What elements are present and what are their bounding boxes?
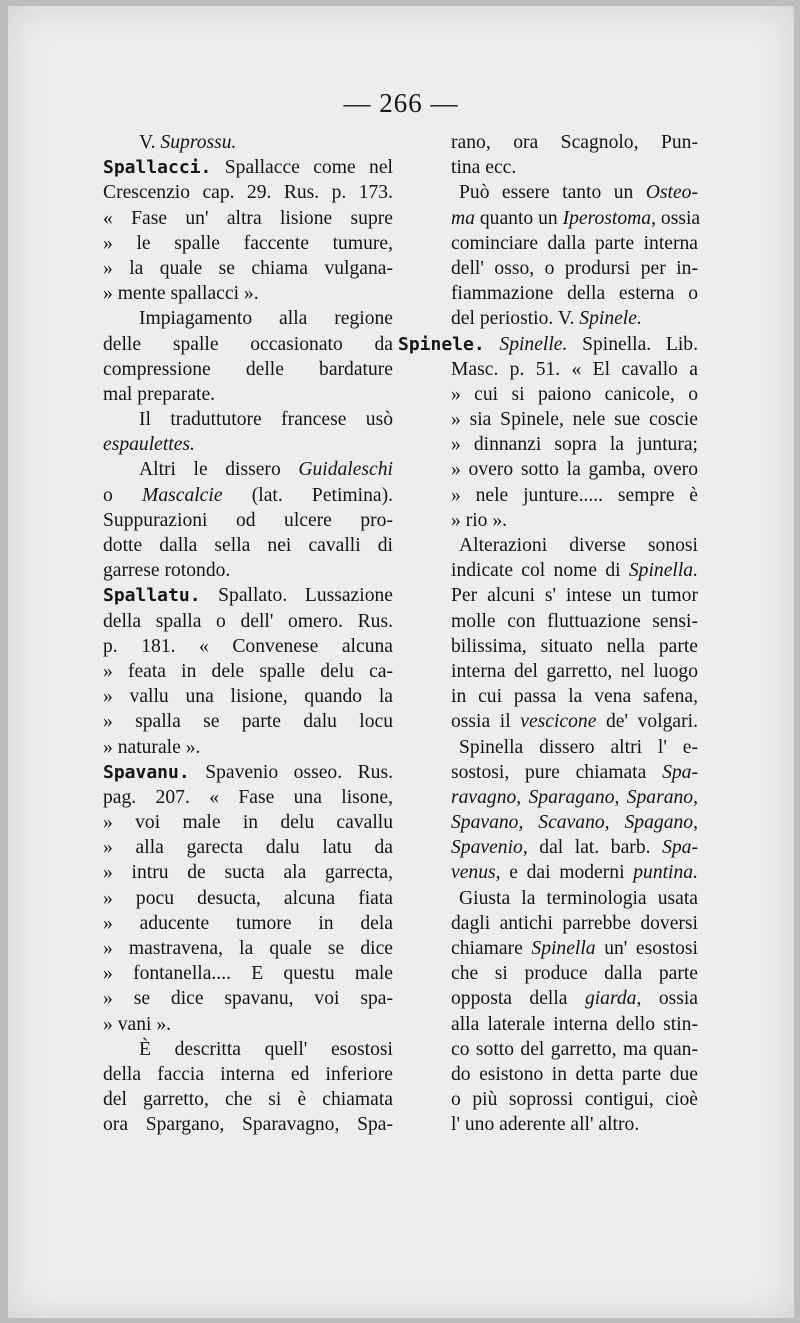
headword: Spavanu.: [103, 761, 190, 783]
text-line: Crescenzio cap. 29. Rus. p. 173.: [103, 182, 393, 204]
text-line: rano, ora Scagnolo, Pun-: [451, 132, 698, 153]
text-line: V. Suprossu.: [139, 132, 237, 153]
text-line: ravagno, Sparagano, Sparano,: [451, 786, 698, 808]
text-line: » cui si paiono canicole, o: [451, 383, 698, 405]
text-line: ossia il vescicone de' volgari.: [451, 711, 698, 733]
text-line: » dinnanzi sopra la juntura;: [451, 434, 698, 456]
text-line: » aducente tumore in dela: [103, 912, 393, 934]
text-line: » mente spallacci ».: [103, 283, 259, 305]
page-number: — 266 —: [343, 88, 459, 118]
text-line: » fontanella.... E questu male: [103, 963, 393, 985]
text-line: » rio ».: [451, 509, 508, 531]
text-line: mal preparate.: [103, 383, 216, 405]
text-line: Suppurazioni od ulcere pro-: [103, 509, 393, 531]
text-line: interna del garretto, nel luogo: [451, 660, 698, 682]
text-line: Per alcuni s' intese un tumor: [451, 585, 698, 607]
text-line: » spalla se parte dalu locu: [103, 711, 393, 733]
text-line: pag. 207. « Fase una lisone,: [103, 786, 393, 808]
text-line: » voi male in delu cavallu: [103, 812, 393, 834]
text-line: ora Spargano, Sparavagno, Spa-: [103, 1114, 393, 1136]
text-line: Impiagamento alla regione: [139, 308, 393, 330]
text-line: » feata in dele spalle delu ca-: [103, 660, 393, 682]
text-line: garrese rotondo.: [103, 560, 231, 582]
text-line: ma quanto un Iperostoma, ossia: [451, 207, 701, 229]
text-line: do esistono in detta parte due: [451, 1063, 698, 1085]
text-line: l' uno aderente all' altro.: [451, 1114, 640, 1136]
text-line: » mastravena, la quale se dice: [103, 938, 393, 959]
text-line: delle spalle occasionato da: [103, 333, 393, 355]
text-line: fiammazione della esterna o: [451, 283, 698, 305]
text-line: dotte dalla sella nei cavalli di: [103, 535, 393, 556]
text-line: » vallu una lisione, quando la: [103, 686, 393, 708]
text-line: Alterazioni diverse sonosi: [459, 535, 698, 556]
text-line: molle con fluttuazione sensi-: [451, 610, 698, 632]
text-line: » pocu desucta, alcuna fiata: [103, 887, 393, 909]
text-line: » intru de sucta ala garrecta,: [103, 862, 393, 884]
entry-line: Spallatu. Spallato. Lussazione: [103, 585, 393, 607]
text-line: Può essere tanto un Osteo-: [459, 182, 698, 204]
headword: Spallacci.: [103, 157, 212, 179]
text-line: compressione delle bardature: [103, 358, 393, 380]
text-line: » nele junture..... sempre è: [451, 484, 698, 506]
text-line: in cui passa la vena safena,: [451, 686, 698, 708]
text-line: » sia Spinele, nele sue coscie: [451, 409, 698, 431]
text-line: chiamare Spinella un' esostosi: [451, 938, 698, 959]
text-line: dagli antichi parrebbe doversi: [451, 912, 698, 934]
book-page: [8, 6, 794, 1318]
text-line: « Fase un' altra lisione supre: [103, 207, 393, 229]
text-line: Masc. p. 51. « El cavallo a: [451, 358, 698, 380]
text-line: tina ecc.: [451, 157, 517, 179]
text-line: o Mascalcie (lat. Petimina).: [103, 484, 394, 506]
text-line: sostosi, pure chiamata Spa-: [451, 761, 698, 783]
text-line: venus, e dai moderni puntina.: [451, 862, 698, 884]
text-line: bilissima, situato nella parte: [451, 635, 698, 657]
text-line: dell' osso, o prodursi per in-: [451, 257, 698, 279]
text-line: opposta della giarda, ossia: [451, 988, 699, 1010]
entry-line: Spinele. Spinelle. Spinella. Lib.: [398, 333, 698, 355]
text-line: indicate col nome di Spinella.: [451, 560, 698, 582]
text-line: Spavano, Scavano, Spagano,: [451, 812, 698, 834]
text-line: Altri le dissero Guidaleschi: [139, 459, 393, 481]
text-line: della spalla o dell' omero. Rus.: [103, 610, 393, 632]
entry-line: Spallacci. Spallacce come nel: [103, 157, 393, 179]
text-line: » la quale se chiama vulgana-: [103, 257, 393, 279]
headword: Spinele.: [398, 333, 485, 355]
text-line: del periostio. V. Spinele.: [451, 308, 642, 330]
text-line: Spavenio, dal lat. barb. Spa-: [451, 837, 698, 859]
text-line: » alla garecta dalu latu da: [103, 837, 393, 859]
right-column: [398, 130, 701, 1138]
text-line: co sotto del garretto, ma quan-: [451, 1038, 698, 1060]
text-line: » overo sotto la gamba, overo: [451, 459, 698, 481]
text-line: » naturale ».: [103, 736, 201, 758]
text-line: » vani ».: [103, 1013, 172, 1035]
text-line: Giusta la terminologia usata: [459, 887, 698, 909]
text-line: È descritta quell' esostosi: [139, 1038, 393, 1060]
headword: Spallatu.: [103, 585, 201, 607]
text-line: » le spalle faccente tumure,: [103, 232, 393, 254]
text-line: espaulettes.: [103, 434, 195, 456]
text-line: p. 181. « Convenese alcuna: [103, 635, 393, 657]
text-line: cominciare dalla parte interna: [451, 232, 698, 254]
text-line: alla laterale interna dello stin-: [451, 1013, 698, 1035]
text-line: della faccia interna ed inferiore: [103, 1063, 393, 1085]
text-line: che si produce dalla parte: [451, 963, 698, 985]
text-line: Spinella dissero altri l' e-: [459, 736, 698, 758]
text-line: o più soprossi contigui, cioè: [451, 1089, 698, 1111]
text-line: Il traduttutore francese usò: [139, 409, 393, 431]
entry-line: Spavanu. Spavenio osseo. Rus.: [103, 761, 393, 783]
left-column: [103, 130, 393, 1138]
text-line: » se dice spavanu, voi spa-: [103, 988, 393, 1010]
text-line: del garretto, che si è chiamata: [103, 1089, 393, 1111]
